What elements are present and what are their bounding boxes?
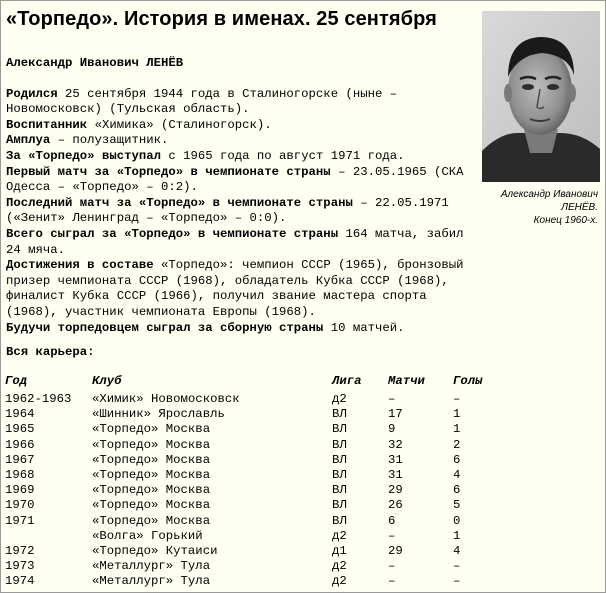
cell-club: «Шинник» Ярославль [92,407,225,422]
cell-goals: 4 [453,467,461,482]
cell-goals: 0 [453,513,461,528]
cell-goals: 5 [453,498,461,513]
caption-surname: ЛЕНЁВ. [561,202,598,213]
career-heading: Вся карьера: [6,345,95,359]
cell-matches: 9 [388,422,396,437]
cell-matches: – [388,574,396,589]
cell-club: «Волга» Горький [92,528,203,543]
cell-matches: – [388,528,396,543]
cell-club: «Торпедо» Москва [92,437,211,452]
cell-goals: 1 [453,422,461,437]
col-club: Клуб [92,374,122,388]
career-row [5,559,513,574]
cell-matches: 32 [388,437,403,452]
cell-matches: 31 [388,452,403,467]
page-title: «Торпедо». История в именах. 25 сентября [6,8,437,30]
cell-goals: – [453,392,461,406]
cell-year: 1972 [5,543,35,558]
cell-year: 1971 [5,513,35,528]
cell-league: ВЛ [332,437,347,452]
player-photo [482,11,600,182]
bio-last-match: Последний матч за «Торпедо» в чемпионате страны – 22.05.1971 («Зенит» Ленинград – «Торпедо» – 0:0). [6,195,449,226]
cell-league: д1 [332,543,347,558]
cell-year: 1974 [5,574,35,589]
career-row [5,453,513,468]
career-table [5,374,513,589]
cell-club: «Торпедо» Москва [92,513,211,528]
bio-played: За «Торпедо» выступал с 1965 года по август 1971 года. [6,148,405,163]
cell-league: ВЛ [332,407,347,422]
cell-year: 1965 [5,422,35,437]
caption-name: Александр Иванович [500,189,598,200]
career-row [5,514,513,529]
col-matches: Матчи [388,374,425,388]
cell-year: 1969 [5,483,35,498]
career-row [5,468,513,483]
cell-club: «Торпедо» Москва [92,483,211,498]
cell-goals: – [453,559,461,574]
cell-year: 1973 [5,559,35,574]
cell-matches: 17 [388,407,403,422]
cell-league: ВЛ [332,483,347,498]
cell-matches: – [388,392,396,406]
cell-matches: 26 [388,498,403,513]
cell-matches: 29 [388,483,403,498]
cell-league: д2 [332,528,347,543]
cell-year: 1970 [5,498,35,513]
bio-born: Родился 25 сентября 1944 года в Сталиногорске (ныне – Новомосковск) (Тульская область). [6,86,398,117]
bio-role: Амплуа – полузащитник. [6,133,169,148]
cell-goals: 4 [453,543,461,558]
cell-goals: – [453,574,461,589]
cell-league: ВЛ [332,498,347,513]
cell-year: 1966 [5,437,35,452]
cell-matches: – [388,559,396,574]
caption-date: Конец 1960-х. [533,215,598,226]
player-name: Александр Иванович ЛЕНЁВ [6,56,184,70]
cell-club: «Торпедо» Москва [92,452,211,467]
cell-year: 1964 [5,407,35,422]
career-row [5,438,513,453]
career-row [5,407,513,422]
career-header-row [5,374,513,392]
career-row [5,422,513,437]
cell-year: 1967 [5,452,35,467]
cell-goals: 1 [453,407,461,422]
cell-league: ВЛ [332,513,347,528]
cell-matches: 6 [388,513,396,528]
cell-club: «Металлург» Тула [92,574,211,589]
col-league: Лига [332,374,362,388]
cell-league: д2 [332,392,347,406]
cell-league: ВЛ [332,467,347,482]
col-goals: Голы [453,374,483,388]
cell-goals: 6 [453,483,461,498]
career-row [5,392,513,407]
cell-year [5,529,92,544]
bio-pupil: Воспитанник «Химика» (Сталиногорск). [6,117,272,132]
cell-club: «Торпедо» Кутаиси [92,543,218,558]
cell-league: ВЛ [332,422,347,437]
bio-achievements: Достижения в составе «Торпедо»: чемпион СССР (1965), бронзовый призер чемпионата СССР (1968), обладатель Кубка СССР (1968), финалист Кубка СССР (1966), получил звание мастера спорта (1968), участник чемпионата Европы (1968). [6,258,464,319]
bio-total: Всего сыграл за «Торпедо» в чемпионате страны 164 матча, забил 24 мяча. [6,226,464,257]
cell-club: «Торпедо» Москва [92,467,211,482]
career-row [5,529,513,544]
career-row [5,544,513,559]
cell-matches: 29 [388,543,403,558]
col-year: Год [5,374,28,388]
cell-matches: 31 [388,467,403,482]
cell-club: «Торпедо» Москва [92,498,211,513]
bio-national: Будучи торпедовцем сыграл за сборную страны 10 матчей. [6,320,405,335]
cell-year: 1968 [5,467,35,482]
career-row [5,498,513,513]
career-row [5,574,513,589]
career-row [5,483,513,498]
cell-league: ВЛ [332,452,347,467]
cell-goals: 6 [453,452,461,467]
cell-goals: 2 [453,437,461,452]
bio-first-match: Первый матч за «Торпедо» в чемпионате страны – 23.05.1965 (СКА Одесса – «Торпедо» – 0:2). [6,164,464,195]
cell-club: «Химик» Новомосковск [92,392,240,406]
cell-league: д2 [332,574,347,589]
portrait-image [482,11,600,182]
cell-league: д2 [332,559,347,574]
photo-caption [478,188,598,227]
cell-club: «Торпедо» Москва [92,422,211,437]
biography [6,56,476,336]
cell-year: 1962-1963 [5,392,72,406]
cell-goals: 1 [453,528,461,543]
cell-club: «Металлург» Тула [92,559,211,574]
